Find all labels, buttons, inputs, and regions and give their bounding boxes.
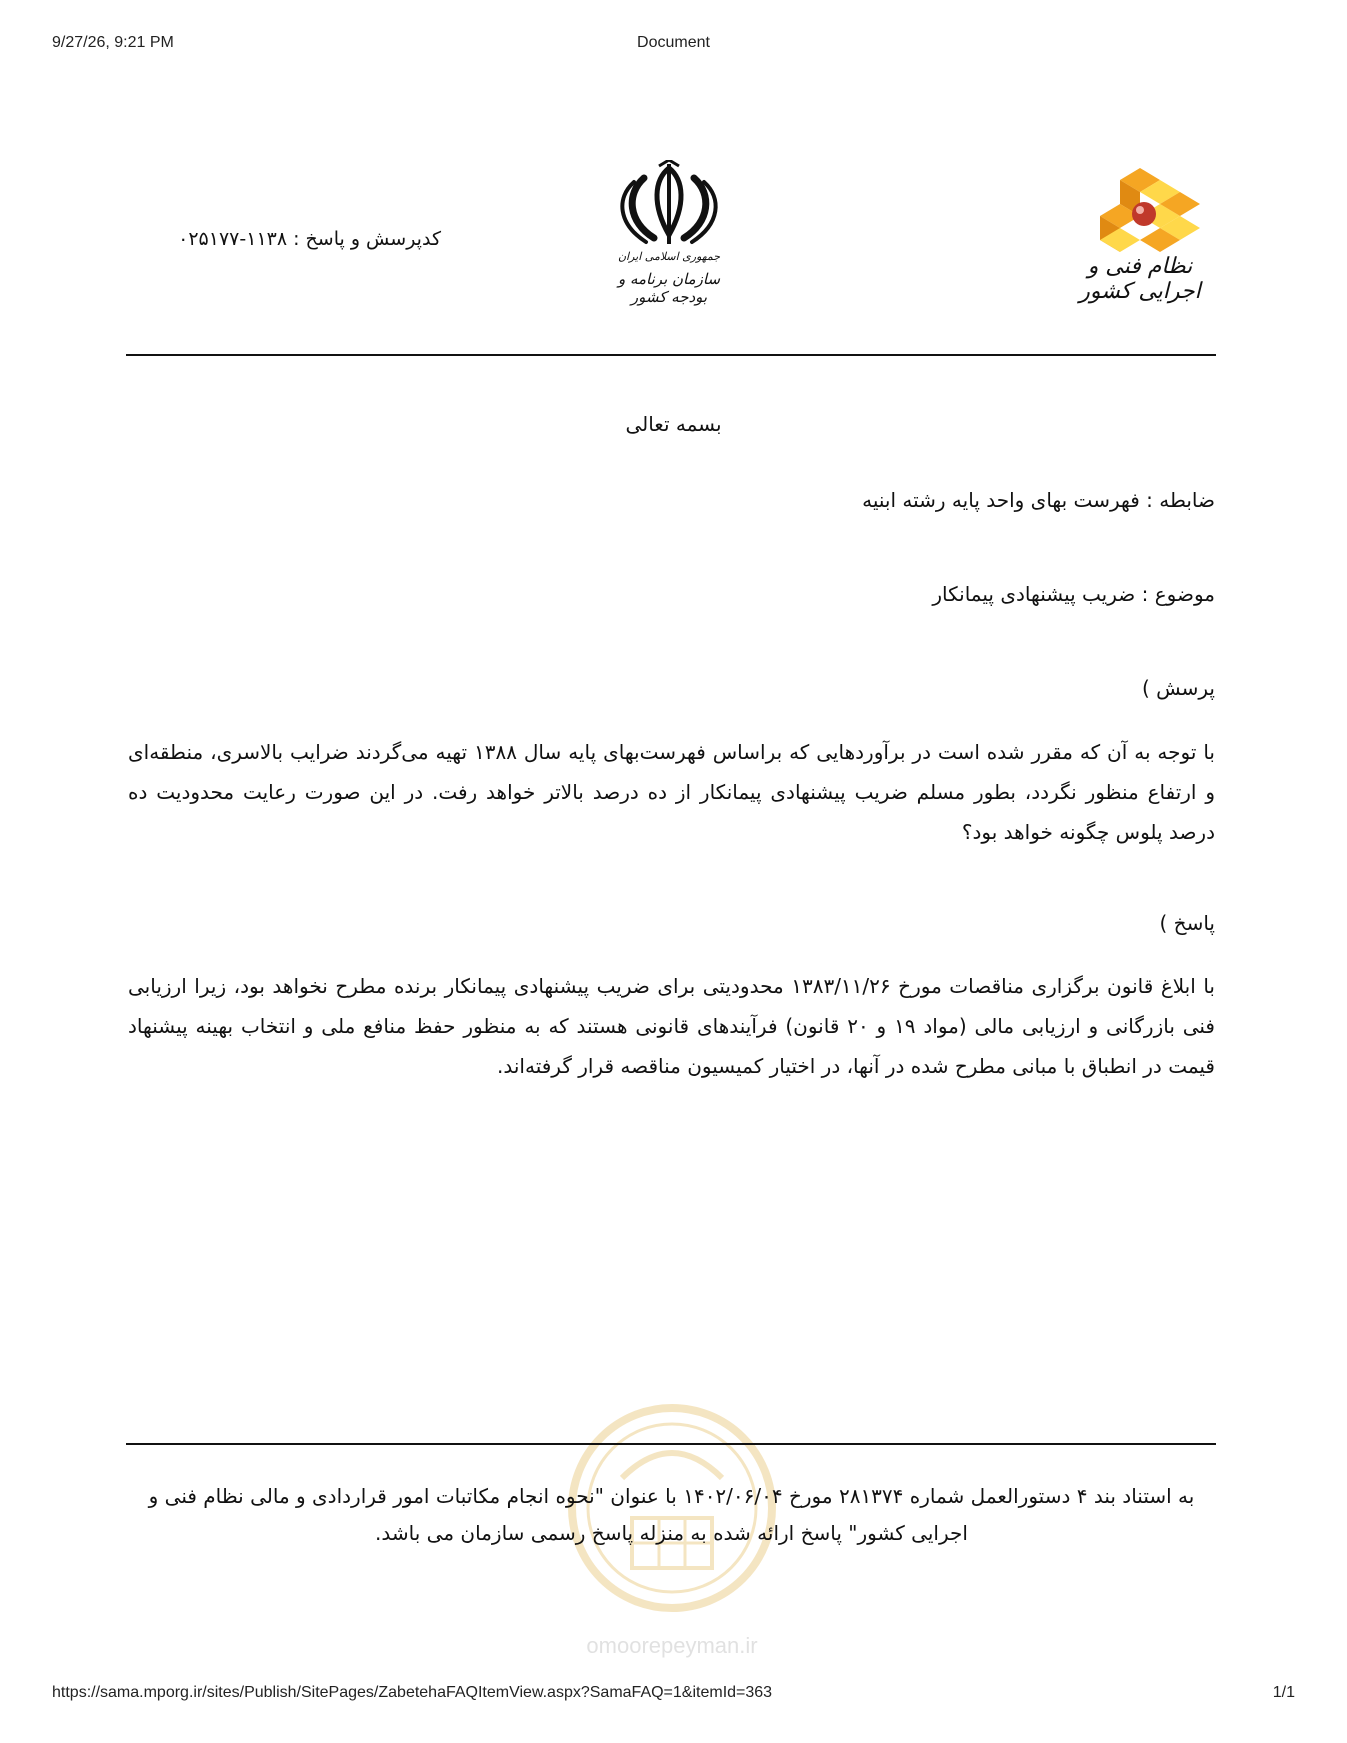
print-title: Document: [637, 34, 710, 51]
cube-logo-icon: [1060, 166, 1220, 256]
emblem-line-2: سازمان برنامه و بودجه کشور: [617, 270, 721, 306]
basmala: بسمه تعالی: [625, 412, 722, 436]
question-code: کدپرسش و پاسخ : ۱۱۳۸-۰۲۵۱۷۷: [178, 228, 441, 250]
print-datetime: 9/27/26, 9:21 PM: [52, 34, 174, 51]
print-url[interactable]: https://sama.mporg.ir/sites/Publish/SitePages/ZabetehaFAQItemView.aspx?SamaFAQ=1&itemId=363: [52, 1684, 773, 1701]
footer-divider: [126, 1443, 1216, 1445]
question-heading: پرسش ): [1141, 676, 1215, 700]
iran-emblem-icon: [604, 160, 734, 250]
answer-heading: پاسخ ): [1159, 911, 1215, 935]
answer-text: با ابلاغ قانون برگزاری مناقصات مورخ ۱۳۸۳/۱۱/۲۶ محدودیتی برای ضریب پیشنهادی پیمانکار برنده مطرح نخواهد بود، زیرا ارزیابی فنی بازرگانی و ارزیابی مالی (مواد ۱۹ و ۲۰ قانون) فرآیندهای قانونی هستند که به منظور حفظ منافع ملی و انتخاب بهینه پیشنهاد قیمت در انطباق با مبانی مطرح شده در آنها، در اختیار کمیسیون مناقصه قرار گرفته‌اند.: [128, 974, 1215, 1078]
question-text: با توجه به آن که مقرر شده است در برآوردهایی که براساس فهرست‌بهای پایه سال ۱۳۸۸ تهیه می‌گردند ضرایب بالاسری، منطقه‌ای و ارتفاع منظور نگردد، بطور مسلم ضریب پیشنهادی پیمانکار از ده درصد بالاتر خواهد رفت. در این صورت رعایت محدودیت ده درصد پلوس چگونه خواهد بود؟: [128, 740, 1215, 844]
iran-emblem: [604, 160, 734, 310]
watermark-site: omoorepeyman.ir: [586, 1633, 758, 1658]
print-page-number: 1/1: [1272, 1684, 1295, 1701]
nezam-fanni-logo: [1060, 166, 1220, 306]
nezam-fanni-logo-text: نظام فنی و اجرایی کشور: [1079, 254, 1201, 304]
emblem-line-1: جمهوری اسلامی ایران: [617, 250, 721, 263]
zabeteh-line: ضابطه : فهرست بهای واحد پایه رشته ابنیه: [862, 488, 1215, 512]
header-divider: [126, 354, 1216, 356]
official-answer-note: به استناد بند ۴ دستورالعمل شماره ۲۸۱۳۷۴ مورخ ۱۴۰۲/۰۶/۰۴ با عنوان "نحوه انجام مکاتبات امور قراردادی و مالی نظام فنی و اجرایی کشور" پاسخ ارائه شده به منزله پاسخ رسمی سازمان می باشد.: [148, 1484, 1195, 1545]
subject-line: موضوع : ضریب پیشنهادی پیمانکار: [932, 582, 1215, 606]
